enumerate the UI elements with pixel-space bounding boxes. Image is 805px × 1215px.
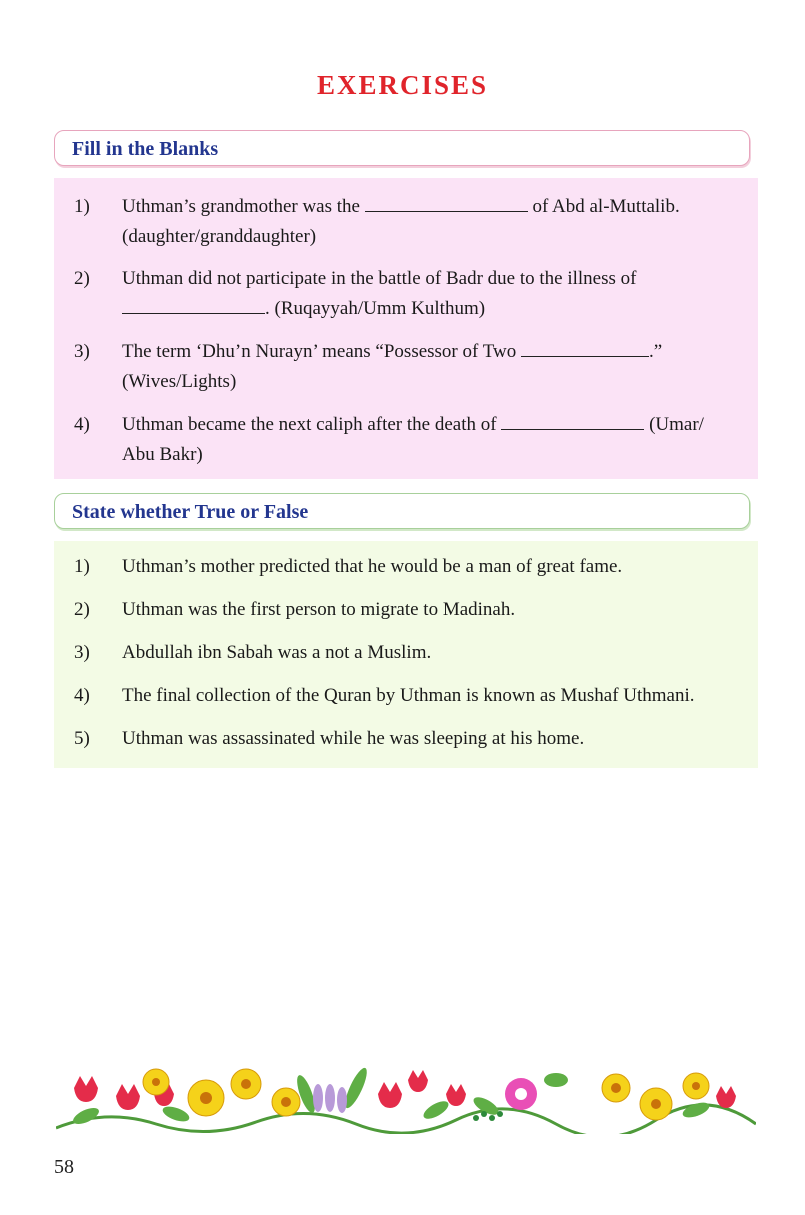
statement-number: 4) (74, 685, 90, 706)
answer-blank[interactable] (365, 192, 528, 212)
statement-text: Uthman was assassinated while he was sleeping at his home. (122, 728, 585, 749)
question-text: Uthman did not participate in the battle of Badr due to the illness of (122, 268, 637, 289)
true-false-header (54, 493, 750, 529)
question-options: Abu Bakr) (122, 444, 203, 465)
page-title: EXERCISES (316, 70, 489, 100)
question-number: 2) (74, 268, 90, 289)
question-options: (daughter/granddaughter) (122, 226, 317, 247)
question-text: of Abd al-Muttalib. (532, 196, 680, 217)
question-text: Uthman became the next caliph after the death of (122, 414, 497, 435)
true-false-panel (54, 541, 758, 768)
statement-number: 3) (74, 642, 90, 663)
statement-text: Abdullah ibn Sabah was a not a Muslim. (122, 642, 432, 663)
fill-blanks-panel (54, 178, 758, 479)
question-options: (Wives/Lights) (122, 371, 237, 392)
question-options: (Umar/ (649, 414, 704, 435)
answer-blank[interactable] (521, 337, 649, 357)
true-false-header-label: State whether True or False (72, 501, 309, 523)
question-text: .” (649, 341, 663, 362)
question-number: 3) (74, 341, 90, 362)
question-number: 1) (74, 196, 90, 217)
statement-number: 1) (74, 556, 90, 577)
question-number: 4) (74, 414, 90, 435)
statement-number: 2) (74, 599, 90, 620)
fill-blanks-header (54, 130, 750, 166)
statement-number: 5) (74, 728, 90, 749)
fill-blanks-header-label: Fill in the Blanks (72, 138, 219, 160)
statement-text: Uthman was the first person to migrate to Madinah. (122, 599, 516, 620)
statement-text: Uthman’s mother predicted that he would be a man of great fame. (122, 556, 623, 577)
question-text: The term ‘Dhu’n Nurayn’ means “Possessor of Two (122, 341, 517, 362)
statement-text: The final collection of the Quran by Uthman is known as Mushaf Uthmani. (122, 685, 695, 706)
answer-blank[interactable] (501, 410, 644, 430)
flower-border-decoration (56, 1058, 756, 1134)
question-text: Uthman’s grandmother was the (122, 196, 360, 217)
answer-blank[interactable] (122, 294, 265, 314)
page-number: 58 (54, 1156, 74, 1178)
question-options: . (Ruqayyah/Umm Kulthum) (265, 298, 486, 319)
